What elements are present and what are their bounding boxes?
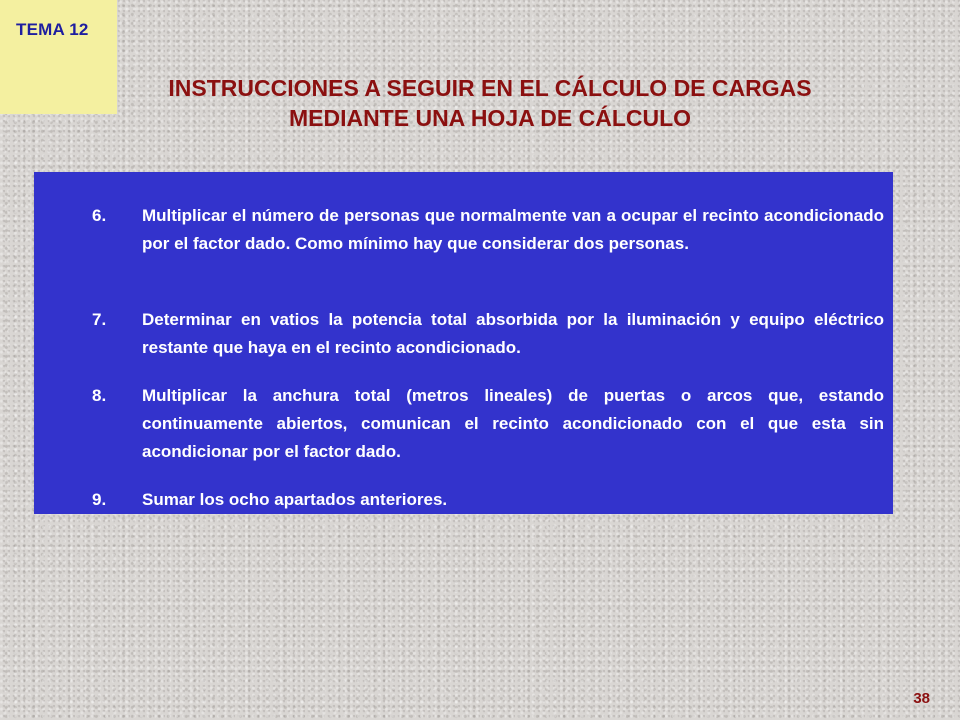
page-number: 38 — [913, 690, 930, 707]
page-title-line-2: MEDIANTE UNA HOJA DE CÁLCULO — [288, 105, 692, 131]
instructions-box — [34, 172, 893, 514]
page-title — [100, 73, 880, 133]
instruction-text: Multiplicar la anchura total (metros lineales) de puertas o arcos que, estando continuamente abiertos, comunican el recinto acondicionado con el que esta sin acondicionar por el factor dado. — [142, 386, 884, 461]
page-title-line-1: INSTRUCCIONES A SEGUIR EN EL CÁLCULO DE CARGAS — [168, 75, 812, 101]
instruction-text: Determinar en vatios la potencia total absorbida por la iluminación y equipo eléctrico restante que haya en el recinto acondicionado. — [142, 310, 884, 357]
tema-label: TEMA 12 — [16, 20, 89, 39]
instruction-number: 9. — [92, 490, 107, 509]
instruction-number: 6. — [92, 206, 107, 225]
instruction-text: Sumar los ocho apartados anteriores. — [142, 490, 448, 509]
instruction-number: 7. — [92, 310, 107, 329]
instruction-text: Multiplicar el número de personas que normalmente van a ocupar el recinto acondicionado por el factor dado. Como mínimo hay que considerar dos personas. — [142, 206, 884, 253]
instruction-number: 8. — [92, 386, 107, 405]
